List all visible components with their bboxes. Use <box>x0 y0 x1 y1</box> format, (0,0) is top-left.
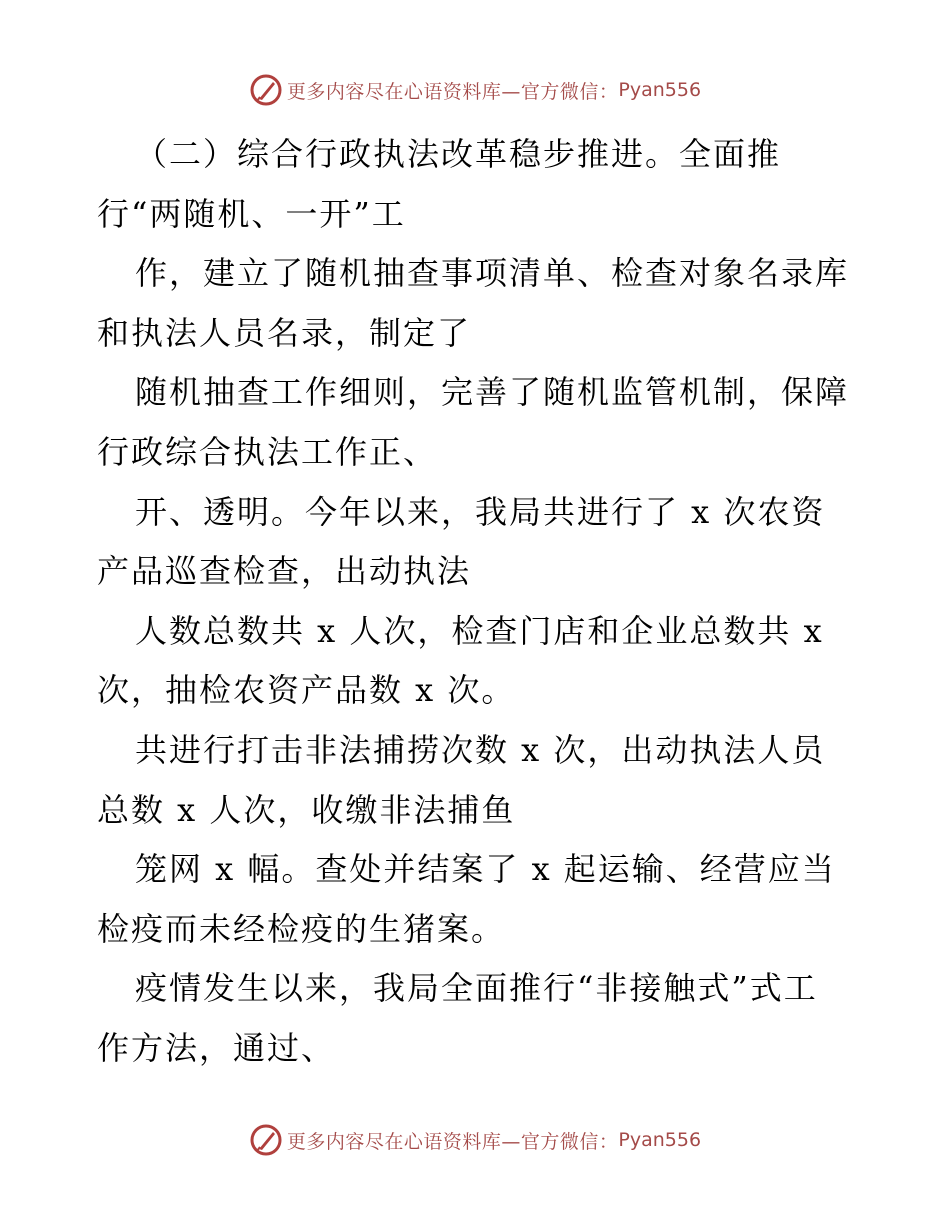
watermark-id: Pyan556 <box>618 1129 702 1151</box>
text-line: 行政综合执法工作正、 <box>97 432 438 471</box>
watermark-text: 更多内容尽在心语资料库—官方微信： <box>286 1130 619 1153</box>
text-line: 人数总数共 x 人次，检查门店和企业总数共 x <box>135 611 824 650</box>
text-line: （二）综合行政执法改革稳步推进。全面推 <box>135 135 782 173</box>
text-line: 行“两随机、一开”工 <box>97 194 406 233</box>
text-line: 检疫而未经检疫的生猪案。 <box>97 909 506 948</box>
watermark-id: Pyan556 <box>618 79 702 101</box>
text-line: 疫情发生以来，我局全面推行“非接触式”式工 <box>135 969 818 1008</box>
text-line: 总数 x 人次，收缴非法捕鱼 <box>97 790 516 829</box>
quill-logo-icon <box>249 73 283 107</box>
text-line: 随机抽查工作细则，完善了随机监管机制，保障 <box>135 373 850 412</box>
text-line: 和执法人员名录，制定了 <box>97 313 472 352</box>
text-line: 作，建立了随机抽查事项清单、检查对象名录库 <box>135 254 850 293</box>
text-line: 产品巡查检查，出动执法 <box>97 552 472 591</box>
text-line: 共进行打击非法捕捞次数 x 次，出动执法人员 <box>135 730 826 769</box>
footer-watermark <box>0 1120 950 1160</box>
text-line: 作方法，通过、 <box>97 1028 336 1067</box>
text-line: 开、透明。今年以来，我局共进行了 x 次农资 <box>135 492 826 531</box>
quill-logo-icon <box>249 1123 283 1157</box>
text-line: 次，抽检农资产品数 x 次。 <box>97 671 516 710</box>
watermark-text: 更多内容尽在心语资料库—官方微信： <box>286 80 619 103</box>
header-watermark <box>0 70 950 110</box>
document-body <box>97 125 867 1079</box>
text-line: 笼网 x 幅。查处并结案了 x 起运输、经营应当 <box>135 850 836 889</box>
